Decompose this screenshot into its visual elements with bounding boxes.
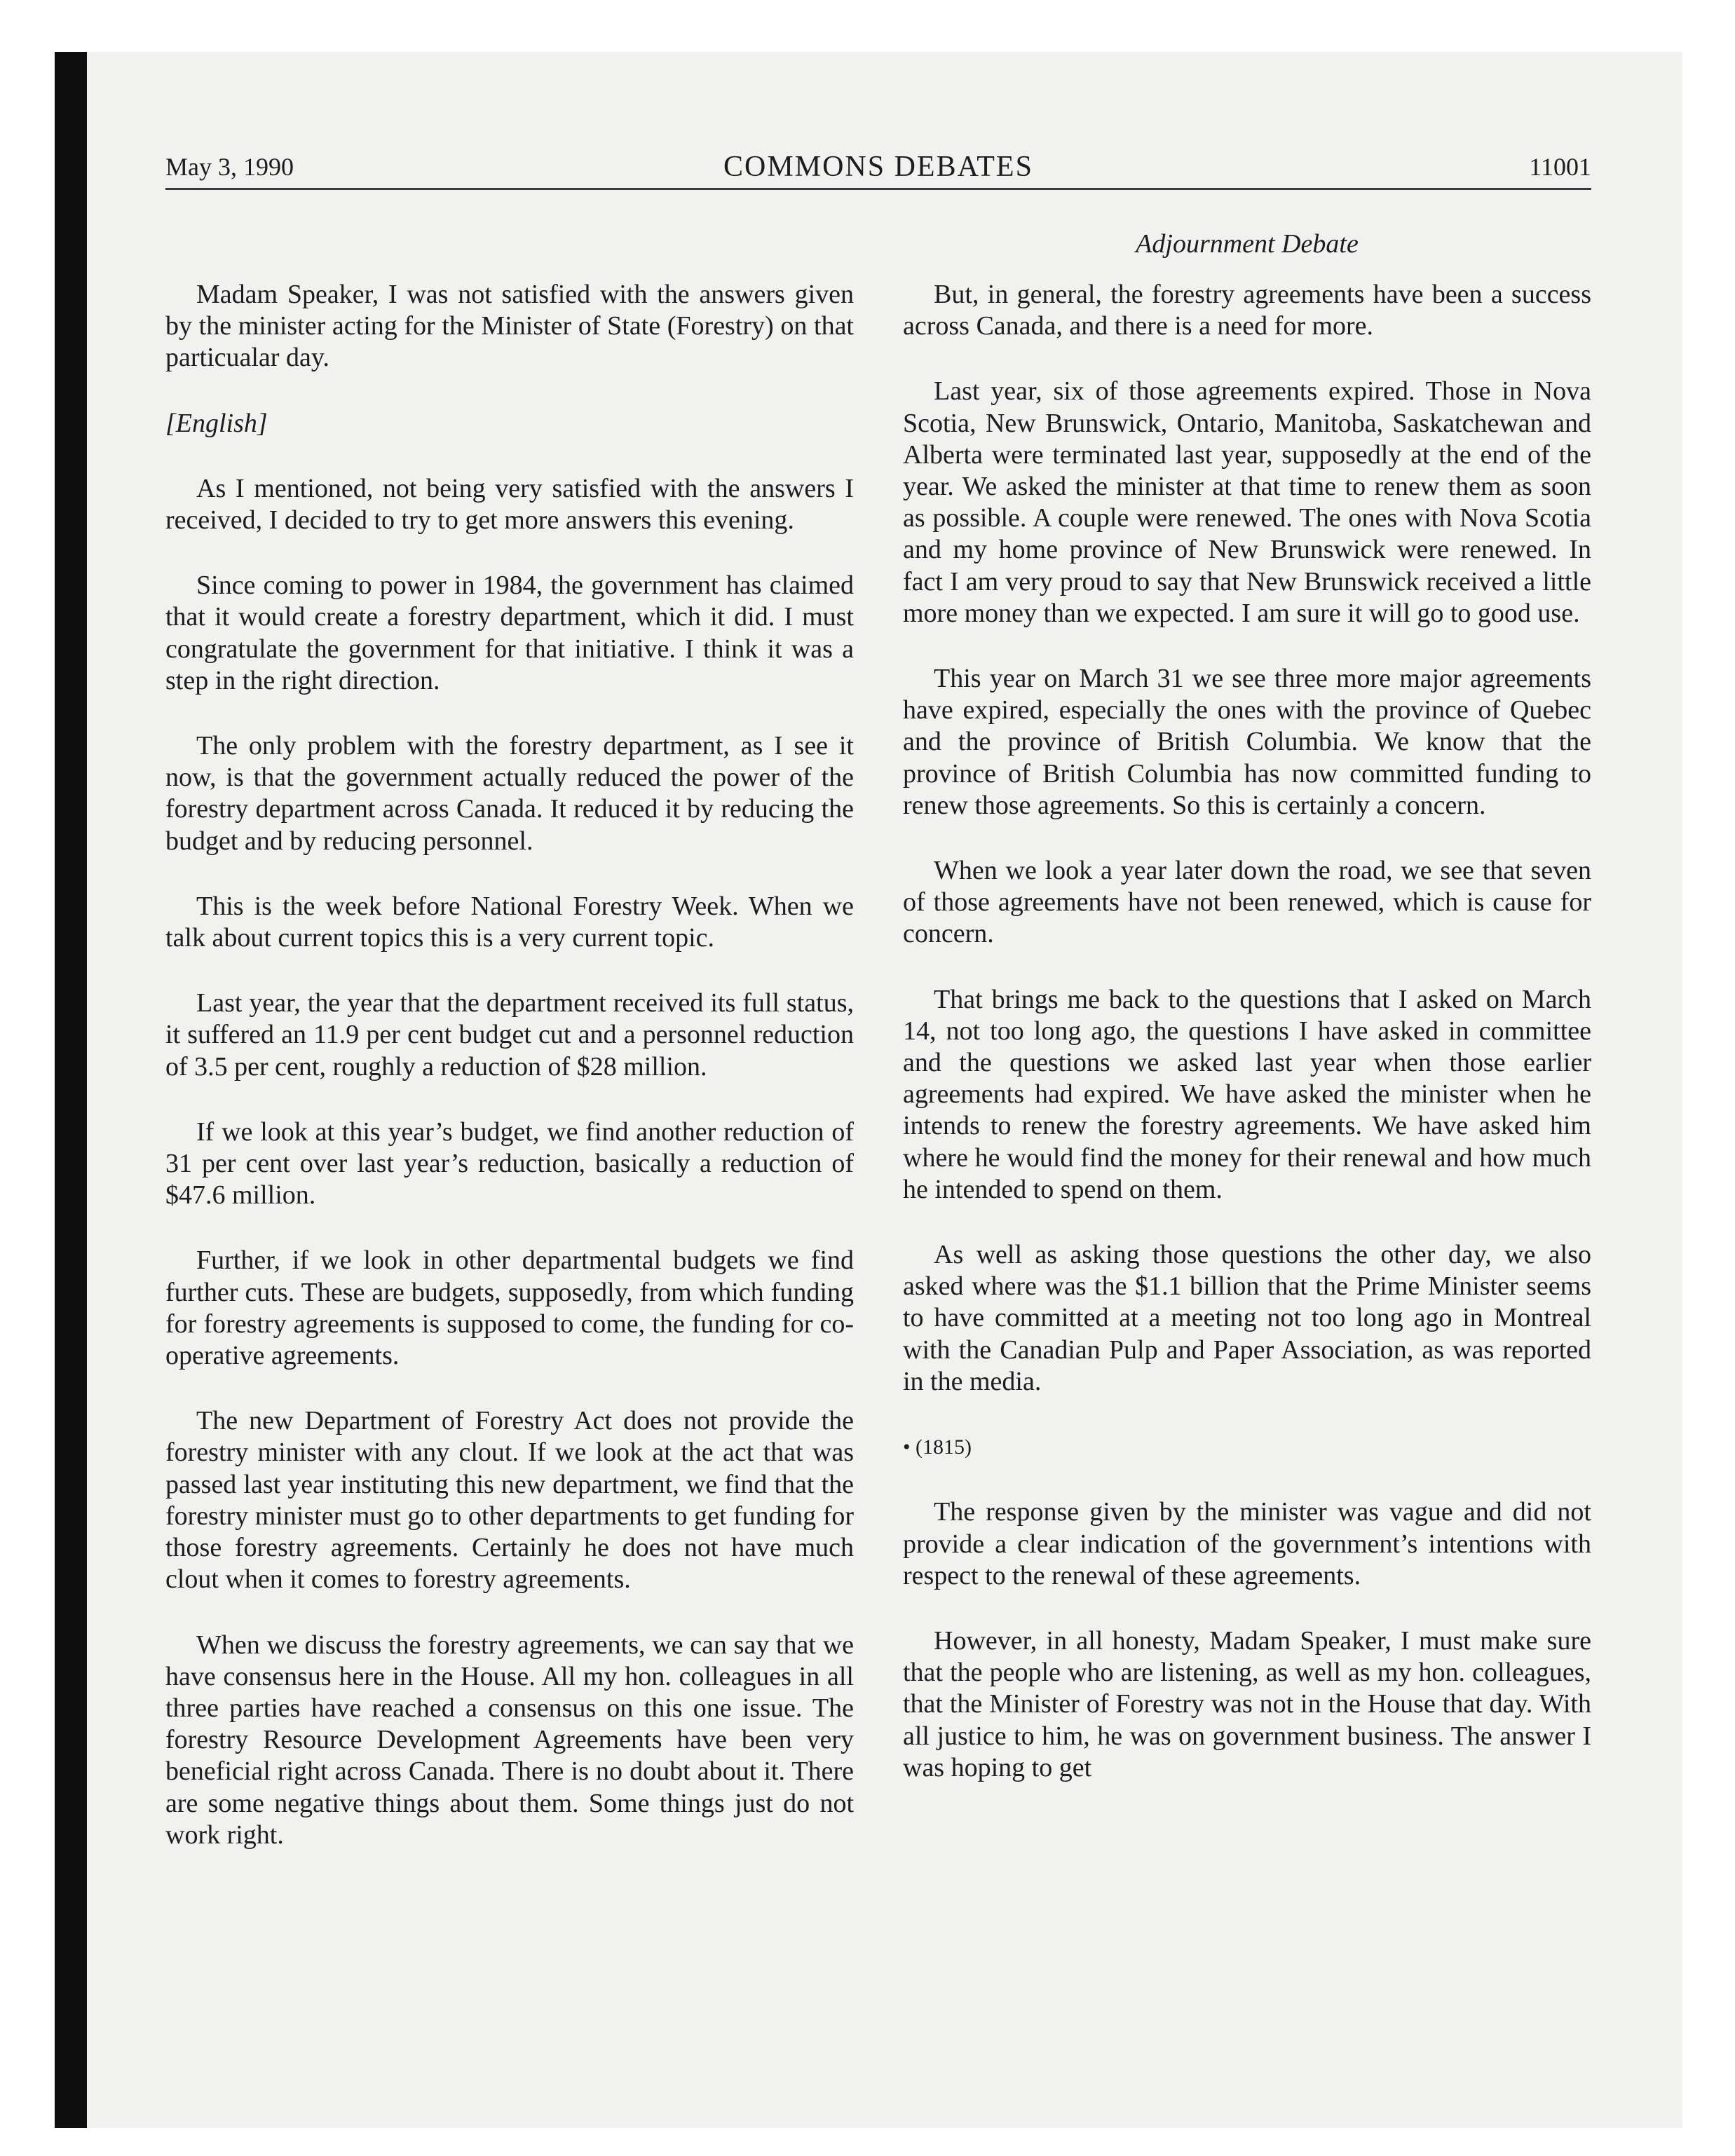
paragraph: When we discuss the forestry agreements, we can say that we have consensus here in the House. All my hon. colleagues in all three parties have reached a consensus on this one issue. The forestry Resource Development Agreements have been very beneficial right across Canada. There is no doubt about it. There are some negative things about them. Some things just do not work right.	[165, 1630, 854, 1850]
header-page-number: 11001	[1529, 153, 1591, 181]
paragraph: Further, if we look in other departmental budgets we find further cuts. These are budgets, supposedly, from which funding for forestry agreements is supposed to come, the funding for co-operative agreements.	[165, 1246, 854, 1371]
paragraph: But, in general, the forestry agreements have been a success across Canada, and there is a need for more.	[903, 280, 1591, 341]
header-date: May 3, 1990	[165, 153, 294, 181]
language-marker: [English]	[165, 408, 268, 438]
paragraph: This is the week before National Forestry Week. When we talk about current topics this is a very current topic.	[165, 891, 854, 953]
paragraph: That brings me back to the questions that I asked on March 14, not too long ago, the questions I have asked in committee and the questions we asked last year when those earlier agreements had expired. We have asked the minister when he intends to renew the forestry agreements. We have asked him where he would find the money for their renewal and how much he intended to spend on them.	[903, 984, 1591, 1204]
timestamp: • (1815)	[903, 1435, 972, 1459]
header-title: COMMONS DEBATES	[723, 151, 1033, 183]
right-column	[903, 279, 1591, 1961]
paragraph: As well as asking those questions the other day, we also asked where was the $1.1 billion that the Prime Minister seems to have committed at a meeting not too long ago in Montreal with the Canadian Pulp and Paper Association, as was reported in the media.	[903, 1240, 1591, 1396]
paragraph: Since coming to power in 1984, the government has claimed that it would create a forestry department, which it did. I must congratulate the government for that initiative. I think it was a step in the right direction.	[165, 571, 854, 695]
paragraph: The only problem with the forestry department, as I see it now, is that the government actually reduced the power of the forestry department across Canada. It reduced it by reducing the budget and by reducing personnel.	[165, 731, 854, 856]
paragraph: If we look at this year’s budget, we find another reduction of 31 per cent over last year’s reduction, basically a reduction of $47.6 million.	[165, 1117, 854, 1210]
paragraph: When we look a year later down the road, we see that seven of those agreements have not been renewed, which is cause for concern.	[903, 856, 1591, 949]
binding-edge	[55, 52, 87, 2128]
left-column	[165, 279, 854, 1961]
running-head	[165, 146, 1591, 188]
header-rule	[165, 188, 1591, 190]
paragraph: The response given by the minister was vague and did not provide a clear indication of the government’s intentions with respect to the renewal of these agreements.	[903, 1497, 1591, 1590]
paragraph: Madam Speaker, I was not satisfied with the answers given by the minister acting for the Minister of State (Forestry) on that particualar day.	[165, 280, 854, 373]
paragraph: The new Department of Forestry Act does not provide the forestry minister with any clout. If we look at the act that was passed last year instituting this new department, we find that the forestry minister must go to other departments to get funding for those forestry agreements. Certainly he does not have much clout when it comes to forestry agreements.	[165, 1406, 854, 1595]
paragraph: However, in all honesty, Madam Speaker, I must make sure that the people who are listening, as well as my hon. colleagues, that the Minister of Forestry was not in the House that day. With all justice to him, he was on government business. The answer I was hoping to get	[903, 1625, 1591, 1782]
paragraph: Last year, the year that the department received its full status, it suffered an 11.9 per cent budget cut and a personnel reduction of 3.5 per cent, roughly a reduction of $28 million.	[165, 988, 854, 1082]
paragraph: This year on March 31 we see three more major agreements have expired, especially the ones with the province of Quebec and the province of British Columbia. We know that the province of British Columbia has now committed funding to renew those agreements. So this is certainly a concern.	[903, 664, 1591, 820]
paragraph: As I mentioned, not being very satisfied with the answers I received, I decided to try to get more answers this evening.	[165, 473, 854, 535]
section-heading: Adjournment Debate	[1136, 229, 1359, 259]
paragraph: Last year, six of those agreements expired. Those in Nova Scotia, New Brunswick, Ontario, Manitoba, Saskatchewan and Alberta were terminated last year, supposedly at the end of the year. We asked the minister at that time to renew them as soon as possible. A couple were renewed. The ones with Nova Scotia and my home province of New Brunswick were renewed. In fact I am very proud to say that New Brunswick received a little more money than we expected. I am sure it will go to good use.	[903, 376, 1591, 628]
